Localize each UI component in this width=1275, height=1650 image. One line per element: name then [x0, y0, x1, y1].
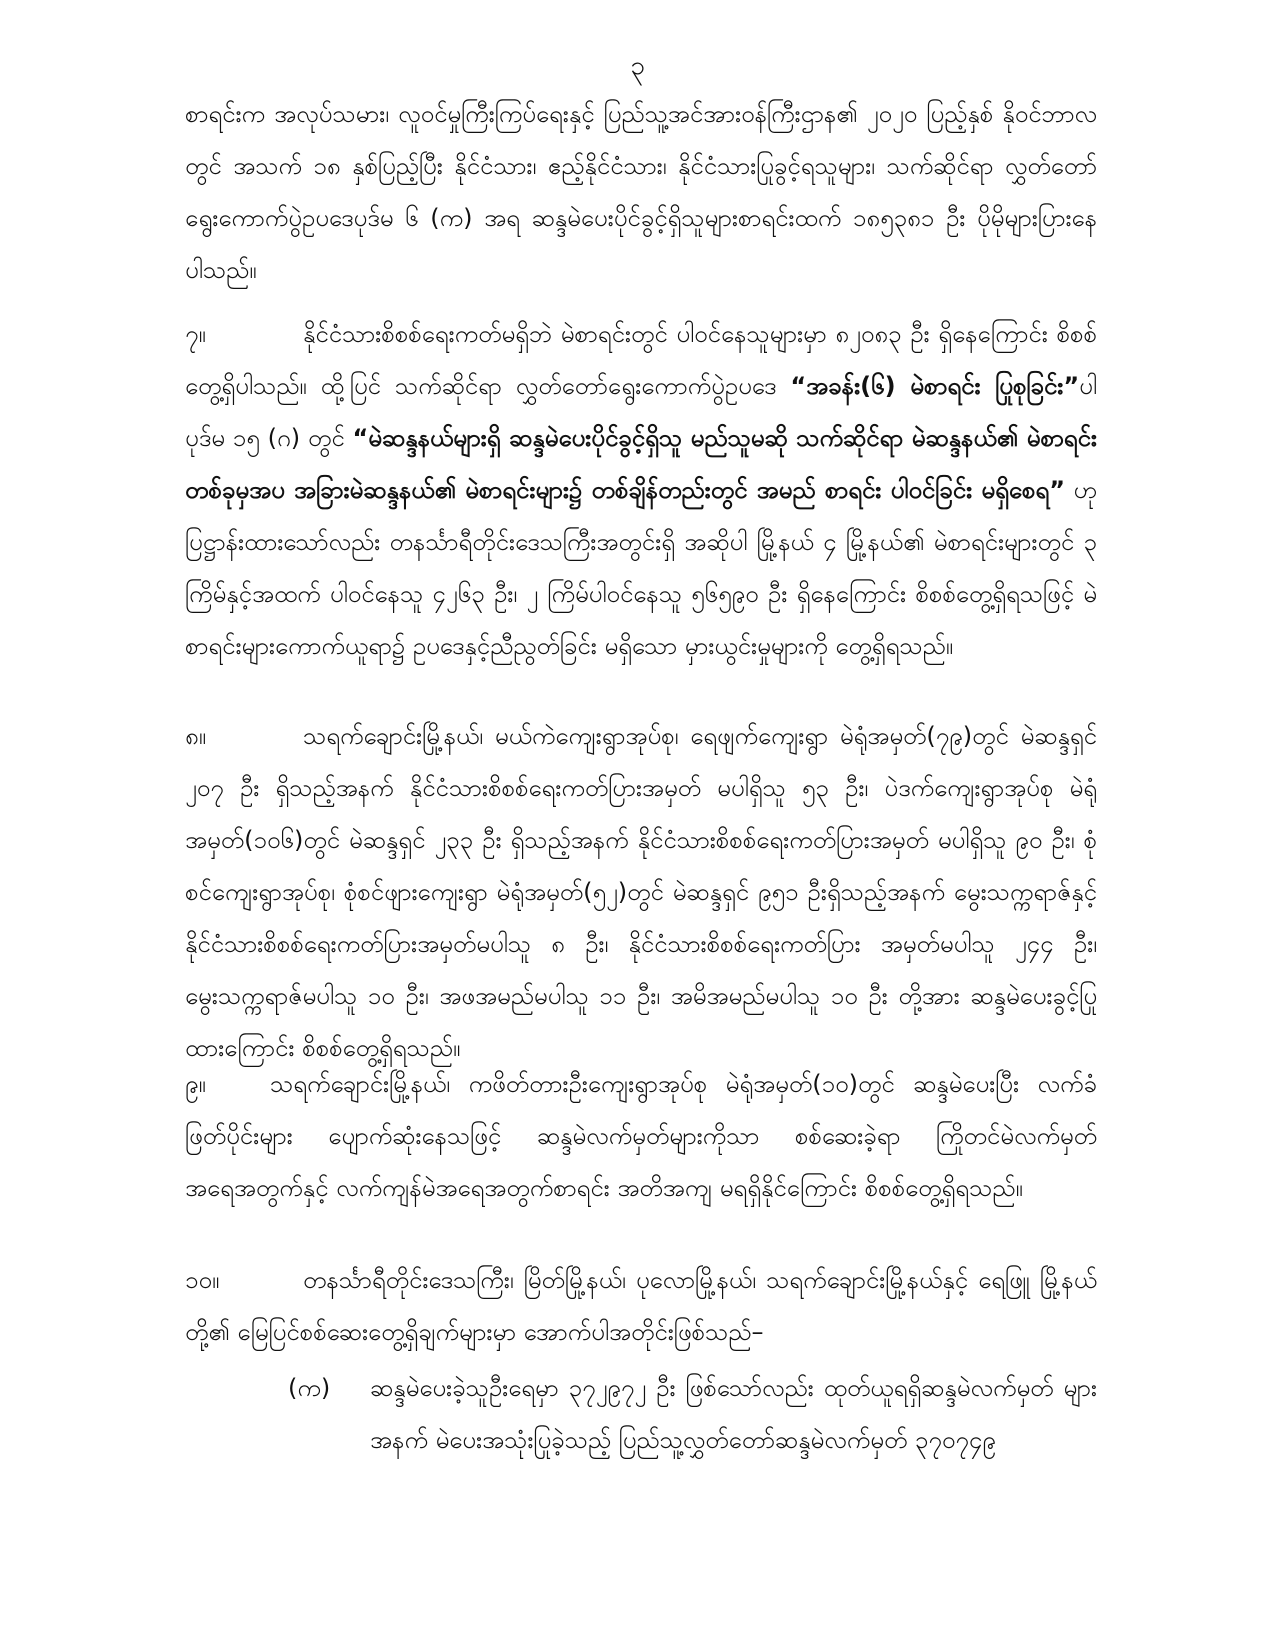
paragraph-text: နိုင်ငံသားစိစစ်ရေးကတ်မရှိဘဲ မဲစာရင်းတွင် ပါဝင်နေသူများမှာ ၈၂၀၈၃ ဦး ရှိနေကြောင်း စိစစ်တွေ့ရှိပါသည်။ ထို့ပြင် သက်ဆိုင်ရာ လွှတ်တော်ရွေးကောက်ပွဲဥပဒေ — [185, 320, 1097, 400]
paragraph-number: ၁၀။ — [185, 1266, 220, 1294]
paragraph-text: သရက်ချောင်းမြို့နယ်၊ ကဖိတ်တားဦးကျေးရွာအုပ်စု မဲရုံအမှတ်(၁၀)တွင် ဆန္ဒမဲပေးပြီး လက်ခံ ဖြတ်ပိုင်းများ ပျောက်ဆုံးနေသဖြင့် ဆန္ဒမဲလက်မှတ်များကိုသာ စစ်ဆေးခဲ့ရာ ကြိုတင်မဲလက်မှတ် အရေအတွက်နှင့် လက်ကျန်မဲအရေအတွက်စာရင်း အတိအကျ မရရှိနိုင်ကြောင်း စိစစ်တွေ့ရှိရသည်။ — [185, 1070, 1097, 1202]
paragraph-text: ပါ ပုဒ်မ ၁၅ (ဂ) တွင် — [185, 372, 1098, 452]
paragraph-10 — [185, 1254, 1097, 1358]
paragraph-text: စာရင်းက အလုပ်သမား၊ လူဝင်မှုကြီးကြပ်ရေးနှင့် ပြည်သူ့အင်အားဝန်ကြီးဌာန၏ ၂၀၂၀ ပြည့်နှစ် နိုဝင်ဘာလတွင် အသက် ၁၈ နှစ်ပြည့်ပြီး နိုင်ငံသား၊ ဧည့်နိုင်ငံသား၊ နိုင်ငံသားပြုခွင့်ရသူများ၊ သက်ဆိုင်ရာ လွှတ်တော်ရွေးကောက်ပွဲဥပဒေပုဒ်မ ၆ (က) အရ ဆန္ဒမဲပေးပိုင်ခွင့်ရှိသူများစာရင်းထက် ၁၈၅၃၈၁ ဦး ပိုမိုများပြားနေပါသည်။ — [185, 100, 1097, 284]
paragraph-number: ၇။ — [185, 320, 206, 348]
paragraph-number: ၈။ — [185, 722, 206, 750]
sub-item-a — [370, 1362, 1097, 1466]
paragraph-9 — [185, 1058, 1097, 1214]
paragraph-7 — [185, 308, 1097, 672]
paragraph-text: ဆန္ဒမဲပေးခဲ့သူဦးရေမှာ ၃၇၂၉၇၂ ဦး ဖြစ်သော်လည်း ထုတ်ယူရရှိဆန္ဒမဲလက်မှတ် များအနက် မဲပေးအသုံးပြုခဲ့သည့် ပြည်သူ့လွှတ်တော်ဆန္ဒမဲလက်မှတ် ၃၇၀၇၄၉ — [370, 1374, 1097, 1454]
bold-law-quote: “မဲဆန္ဒနယ်များရှိ ဆန္ဒမဲပေးပိုင်ခွင့်ရှိသူ မည်သူမဆို သက်ဆိုင်ရာ မဲဆန္ဒနယ်၏ မဲစာရင်းတစ်ခုမှအပ အခြားမဲဆန္ဒနယ်၏ မဲစာရင်းများ၌ တစ်ချိန်တည်းတွင် အမည် စာရင်း ပါဝင်ခြင်း မရှိစေရ” — [185, 424, 1097, 504]
paragraph-8 — [185, 710, 1097, 1074]
paragraph-text: သရက်ချောင်းမြို့နယ်၊ မယ်ကဲကျေးရွာအုပ်စု၊ ရေဖျက်ကျေးရွာ မဲရုံအမှတ်(၇၉)တွင် မဲဆန္ဒရှင် ၂၀၇ ဦး ရှိသည့်အနက် နိုင်ငံသားစိစစ်ရေးကတ်ပြားအမှတ် မပါရှိသူ ၅၃ ဦး၊ ပဲဒက်ကျေးရွာအုပ်စု မဲရုံအမှတ်(၁၀၆)တွင် မဲဆန္ဒရှင် ၂၃၃ ဦး ရှိသည့်အနက် နိုင်ငံသားစိစစ်ရေးကတ်ပြားအမှတ် မပါရှိသူ ၉၀ ဦး၊ စုံစင်ကျေးရွာအုပ်စု၊ စုံစင်ဖျားကျေးရွာ မဲရုံအမှတ်(၅၂)တွင် မဲဆန္ဒရှင် ၉၅၁ ဦးရှိသည့်အနက် မွေးသက္ကရာဇ်နှင့် နိုင်ငံသားစိစစ်ရေးကတ်ပြားအမှတ်မပါသူ ၈ ဦး၊ နိုင်ငံသားစိစစ်ရေးကတ်ပြား အမှတ်မပါသူ ၂၄၄ ဦး၊ မွေးသက္ကရာဇ်မပါသူ ၁၀ ဦး၊ အဖအမည်မပါသူ ၁၁ ဦး၊ အမိအမည်မပါသူ ၁၀ ဦး တို့အား ဆန္ဒမဲပေးခွင့်ပြုထားကြောင်း စိစစ်တွေ့ရှိရသည်။ — [185, 722, 1098, 1062]
bold-chapter-title: “အခန်း(၆) မဲစာရင်း ပြုစုခြင်း” — [790, 372, 1080, 400]
sub-item-label: (က) — [288, 1374, 331, 1402]
paragraph-text: ဟု ပြဋ္ဌာန်းထားသော်လည်း တနင်္သာရီတိုင်းဒေသကြီးအတွင်းရှိ အဆိုပါ မြို့နယ် ၄ မြို့နယ်၏ မဲစာရင်းများတွင် ၃ ကြိမ်နှင့်အထက် ပါဝင်နေသူ ၄၂၆၃ ဦး၊ ၂ ကြိမ်ပါဝင်နေသူ ၅၆၅၉၀ ဦး ရှိနေကြောင်း စိစစ်တွေ့ရှိရသဖြင့် မဲစာရင်းများကောက်ယူရာ၌ ဥပဒေနှင့်ညီညွတ်ခြင်း မရှိသော မှားယွင်းမှုများကို တွေ့ရှိရသည်။ — [185, 476, 1097, 660]
page-number: ၃ — [630, 51, 645, 81]
paragraph-continuation — [185, 88, 1097, 296]
paragraph-number: ၉။ — [185, 1070, 206, 1098]
paragraph-text: တနင်္သာရီတိုင်းဒေသကြီး၊ မြိတ်မြို့နယ်၊ ပုလောမြို့နယ်၊ သရက်ချောင်းမြို့နယ်နှင့် ရေဖြူ မြို့နယ်တို့၏ မြေပြင်စစ်ဆေးတွေ့ရှိချက်များမှာ အောက်ပါအတိုင်းဖြစ်သည်– — [185, 1266, 1097, 1346]
